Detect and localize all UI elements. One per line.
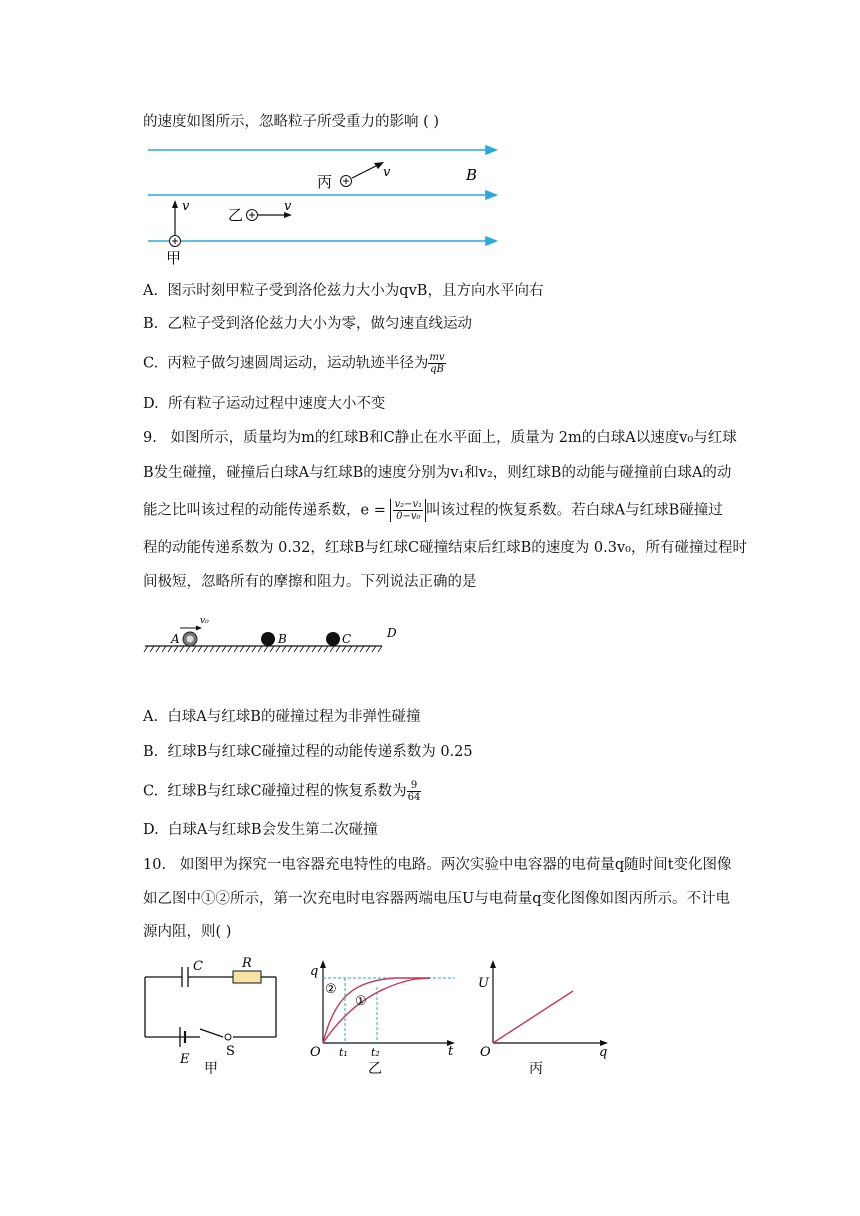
q9-line1: 9. 如图所示，质量均为m的红球B和C静止在水平面上，质量为 2m的白球A以速度v₀与红球 [143, 430, 737, 446]
q9-label-D: D [387, 626, 397, 640]
q10-yi-t: t [448, 1044, 454, 1059]
q10-line3: 源内阻，则( ) [143, 924, 232, 940]
q8-v-yi: v [284, 199, 292, 214]
q8-label-bing: 丙 [317, 173, 333, 191]
q10-caption-jia: 甲 [204, 1061, 218, 1077]
q10-yi-t1: t₁ [339, 1046, 348, 1059]
q10-line2: 如乙图中①②所示，第一次充电时电容器两端电压U与电荷量q变化图像如图丙所示。不计电 [143, 891, 730, 907]
q9-line3: 能之比叫该过程的动能传递系数，e = $\frac{\text{v₂−v₁}}{\text{0−v₀}}$ 叫该过程的恢复系数。若白球A与红球B碰撞过 [143, 499, 723, 522]
q9-figure [140, 612, 410, 662]
q9-label-C: C [342, 632, 352, 646]
q9-option-d[interactable]: D. 白球A与红球B会发生第二次碰撞 [143, 822, 378, 838]
q8-option-b[interactable]: B. 乙粒子受到洛伦兹力大小为零，做匀速直线运动 [143, 316, 472, 332]
q9-line2: B发生碰撞，碰撞后白球A与红球B的速度分别为v₁和v₂，则红球B的动能与碰撞前白球A的动 [143, 465, 732, 481]
q10-yi-curve1: ① [355, 994, 367, 1009]
q10-label-S: S [226, 1044, 235, 1059]
q10-line1: 10. 如图甲为探究一电容器充电特性的电路。两次实验中电容器的电荷量q随时间t变化图像 [143, 857, 732, 873]
q10-yi-O: O [310, 1045, 321, 1060]
q8-option-c[interactable]: C. 丙粒子做匀速圆周运动，运动轨迹半径为 $\frac{mv}{qB}$ [143, 352, 445, 375]
q10-label-R: R [242, 956, 252, 971]
q10-uq-graph [475, 955, 625, 1080]
fraction: $\frac{mv}{qB}$ [429, 352, 445, 375]
q10-yi-q: q [310, 964, 319, 979]
q8-v-bing: v [383, 165, 391, 180]
q8-option-d[interactable]: D. 所有粒子运动过程中速度大小不变 [143, 396, 386, 412]
q9-label-A: A [171, 632, 180, 646]
q8-label-jia: 甲 [166, 249, 182, 267]
q10-yi-curve2: ② [325, 982, 337, 997]
q10-bing-q: q [599, 1045, 608, 1060]
q8-stem-tail: 的速度如图所示，忽略粒子所受重力的影响 ( ) [143, 114, 440, 130]
q10-yi-t2: t₂ [371, 1046, 380, 1059]
q10-qt-graph [305, 955, 465, 1080]
q8-label-B: B [466, 166, 478, 184]
q9-option-a[interactable]: A. 白球A与红球B的碰撞过程为非弹性碰撞 [143, 709, 421, 725]
q8-label-yi: 乙 [228, 206, 244, 224]
fraction: $\frac{9}{64}$ [407, 780, 421, 803]
q9-option-b[interactable]: B. 红球B与红球C碰撞过程的动能传递系数为 0.25 [143, 744, 473, 760]
q9-label-B: B [278, 632, 287, 646]
q10-circuit-figure [140, 955, 290, 1080]
q10-caption-bing: 丙 [529, 1061, 543, 1077]
q10-caption-yi: 乙 [368, 1061, 382, 1077]
q10-label-C: C [193, 959, 203, 974]
q10-bing-U: U [478, 976, 489, 991]
q8-figure [140, 138, 510, 268]
q9-option-c[interactable]: C. 红球B与红球C碰撞过程的恢复系数为 $\frac{9}{64}$ [143, 780, 421, 803]
q10-label-E: E [180, 1052, 190, 1067]
q9-line5: 间极短，忽略所有的摩擦和阻力。下列说法正确的是 [143, 574, 477, 590]
q10-bing-O: O [480, 1045, 491, 1060]
q8-option-a[interactable]: A. 图示时刻甲粒子受到洛伦兹力大小为qvB，且方向水平向右 [143, 283, 544, 299]
q9-line4: 程的动能传递系数为 0.32，红球B与红球C碰撞结束后红球B的速度为 0.3v₀，所有碰撞过程时 [143, 540, 747, 556]
q9-label-v0: v₀ [200, 616, 209, 626]
q8-v-jia: v [182, 199, 190, 214]
